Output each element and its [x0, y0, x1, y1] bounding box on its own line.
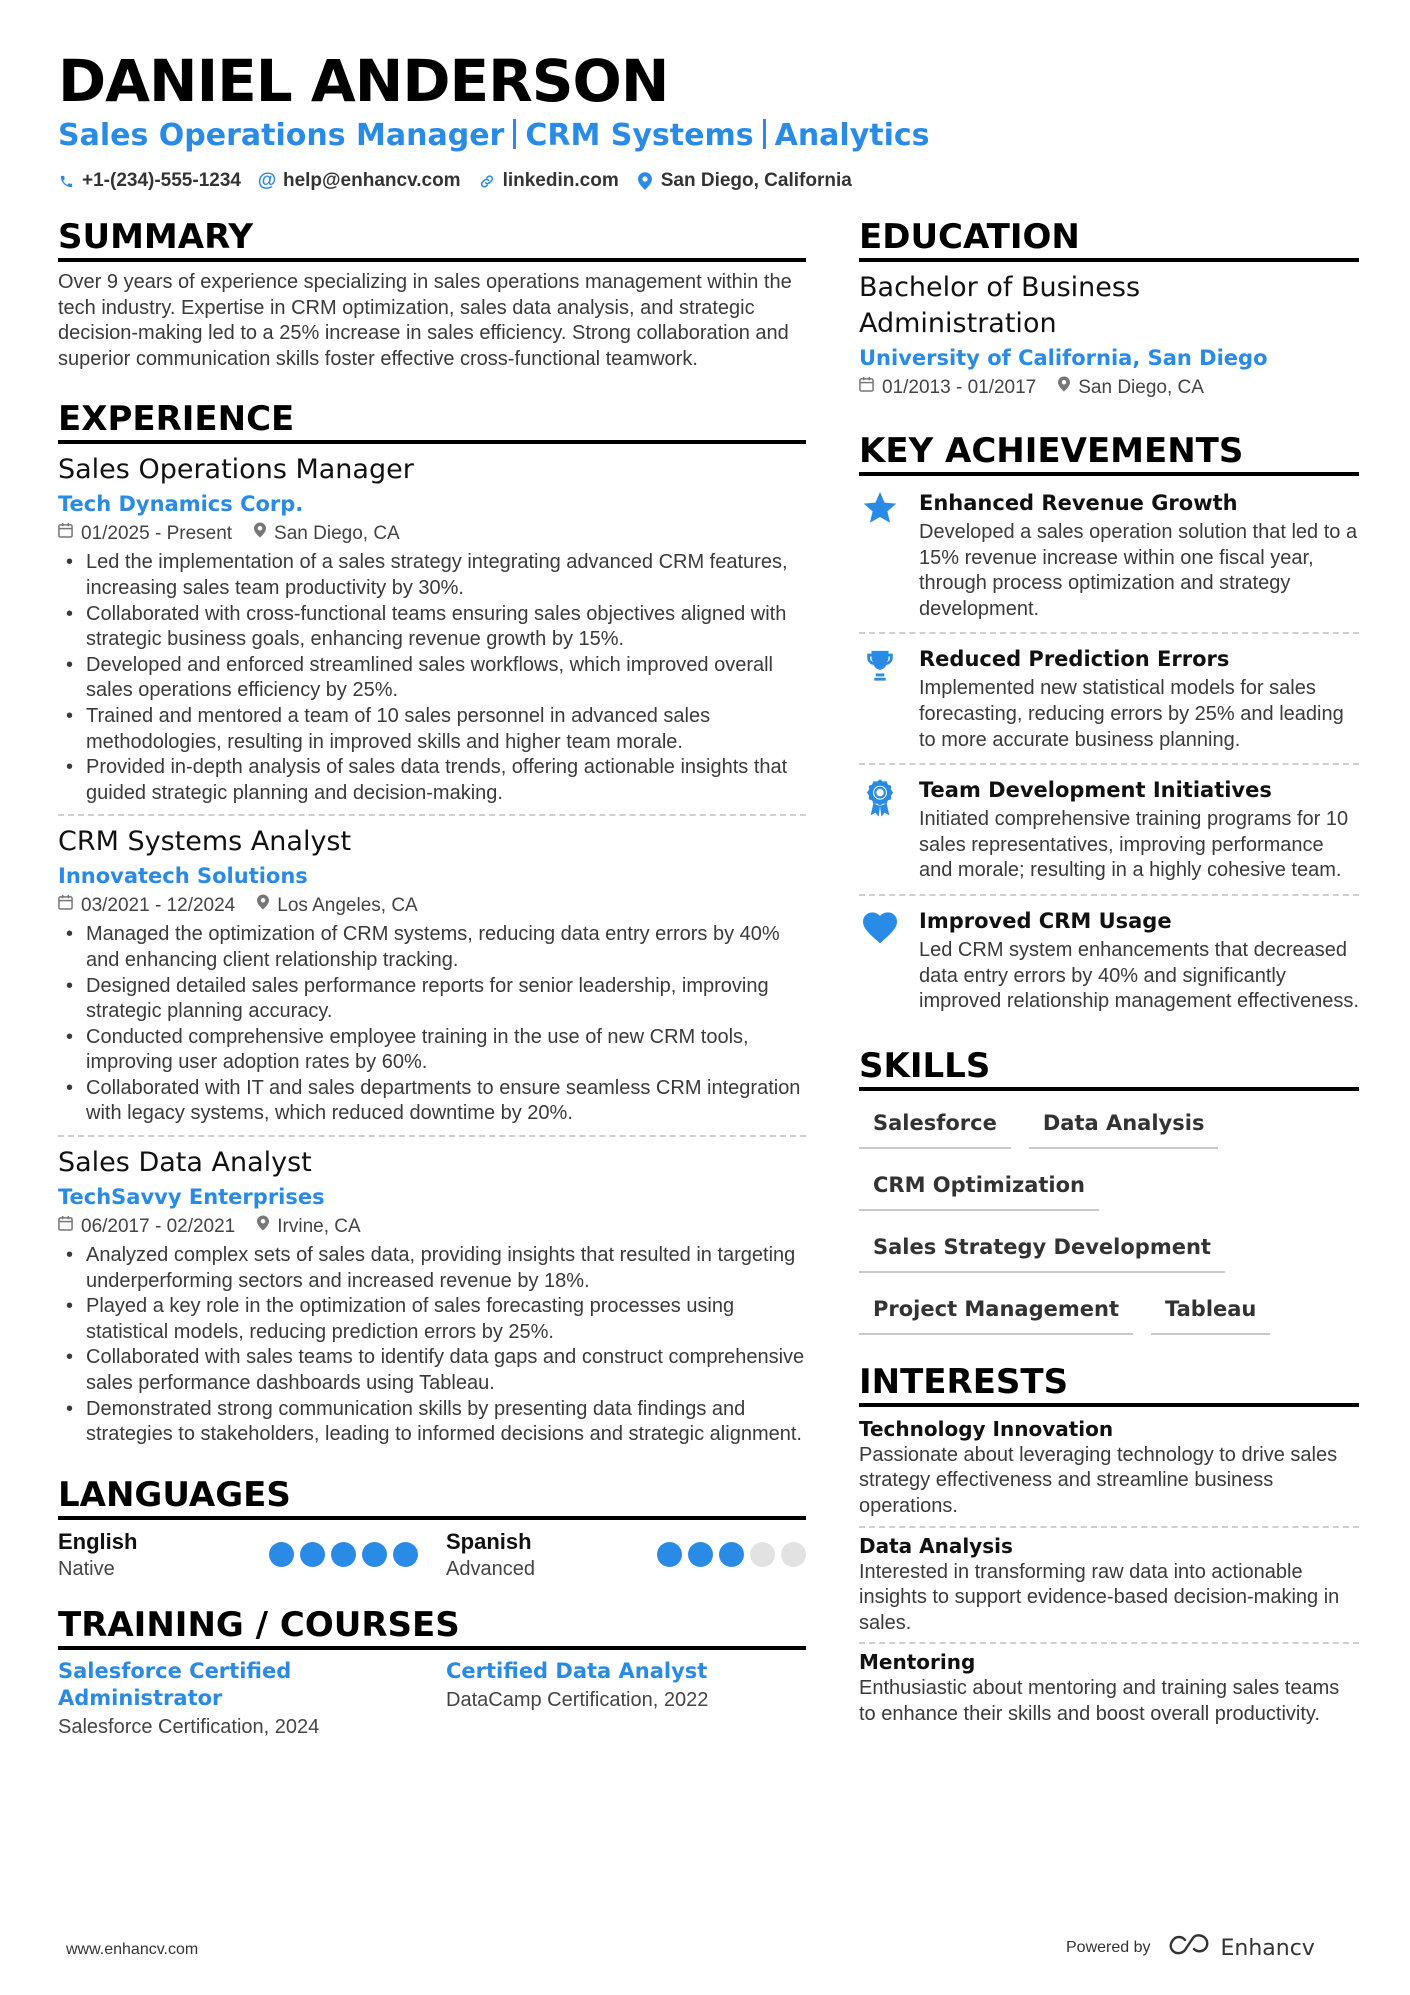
job-dates — [58, 520, 232, 548]
headline-title-1: Sales Operations Manager — [58, 118, 505, 153]
location-pin-icon — [637, 172, 653, 190]
contact-linkedin[interactable] — [479, 168, 619, 194]
award-ribbon-icon — [864, 779, 896, 884]
star-icon — [862, 492, 898, 622]
achievement-item — [859, 771, 1359, 892]
courses-list — [58, 1658, 806, 1742]
headline-separator — [513, 119, 516, 149]
job-location — [257, 1213, 360, 1241]
skill-tag: Project Management — [859, 1285, 1133, 1335]
training-section — [58, 1604, 806, 1742]
calendar-icon — [58, 1213, 73, 1241]
job-bullet: • Collaborated with cross-functional teams ensuring sales objectives aligned with strategic business goals, enhancing revenue growth by 15%. — [58, 602, 806, 653]
job-location-text: Irvine, CA — [277, 1216, 361, 1238]
skill-tag: Sales Strategy Development — [859, 1223, 1225, 1273]
education-dates-text: 01/2013 - 01/2017 — [882, 377, 1037, 398]
job-bullet: • Played a key role in the optimization of sales forecasting processes using statistical models, reducing prediction errors by 25%. — [58, 1294, 806, 1345]
brand-logo[interactable] — [1165, 1934, 1315, 1962]
skill-tag: Tableau — [1151, 1285, 1270, 1335]
course-org: Salesforce Certification, 2024 — [58, 1715, 320, 1738]
achievement-item — [859, 902, 1359, 1023]
calendar-icon — [58, 520, 73, 548]
job-location-text: Los Angeles, CA — [277, 895, 418, 917]
brand-name: Enhancv — [1220, 1935, 1315, 1961]
interest-desc: Interested in transforming raw data into actionable insights to support evidence-based decision-making in sales. — [859, 1560, 1340, 1634]
entry-divider — [58, 814, 806, 816]
phone-icon — [58, 172, 74, 190]
rating-dot-filled — [393, 1542, 418, 1567]
language-name: Spanish — [446, 1528, 532, 1554]
job-location-text: San Diego, CA — [274, 523, 400, 545]
experience-entry — [58, 452, 806, 806]
footer-website[interactable]: www.enhancv.com — [66, 1941, 199, 1958]
rating-dot-filled — [269, 1542, 294, 1567]
language-level: Advanced — [446, 1557, 535, 1580]
interest-item — [859, 1415, 1359, 1520]
job-bullets — [58, 1243, 806, 1448]
achievements-section — [859, 430, 1359, 1023]
skill-tag: Salesforce — [859, 1099, 1011, 1149]
right-column — [859, 216, 1359, 1727]
languages-section — [58, 1474, 806, 1582]
job-meta — [58, 892, 806, 920]
skill-tag: CRM Optimization — [859, 1161, 1099, 1211]
job-meta — [58, 520, 806, 548]
section-heading-languages: LANGUAGES — [58, 1474, 806, 1520]
job-bullet: • Trained and mentored a team of 10 sales personnel in advanced sales methodologies, resulting in improved skills and higher team morale. — [58, 704, 806, 755]
language-level: Native — [58, 1557, 115, 1580]
entry-divider — [58, 1135, 806, 1137]
language-item — [58, 1528, 418, 1582]
job-location — [254, 520, 400, 548]
phone-text: +1-(234)-555-1234 — [82, 170, 241, 191]
job-bullets — [58, 922, 806, 1127]
interest-item — [859, 1532, 1359, 1637]
language-item — [446, 1528, 806, 1582]
location-text: San Diego, California — [660, 170, 852, 191]
achievement-desc: Initiated comprehensive training programs for 10 sales representatives, improving performance and morale; resulting in a highly cohesive team. — [919, 808, 1349, 882]
job-bullet: • Analyzed complex sets of sales data, providing insights that resulted in targeting underperforming sectors and increased revenue by 18%. — [58, 1243, 806, 1294]
interest-desc: Passionate about leveraging technology to drive sales strategy effectiveness and streamline business operations. — [859, 1443, 1338, 1517]
summary-section — [58, 216, 806, 372]
headline — [58, 116, 930, 156]
trophy-icon — [863, 648, 897, 753]
interests-section — [859, 1361, 1359, 1728]
job-role: CRM Systems Analyst — [58, 826, 352, 858]
skill-tag: Data Analysis — [1029, 1099, 1219, 1149]
entry-divider — [859, 632, 1359, 634]
job-dates-text: 06/2017 - 02/2021 — [81, 1216, 236, 1238]
job-dates-text: 03/2021 - 12/2024 — [81, 895, 236, 917]
left-column — [58, 216, 806, 1742]
link-icon — [479, 172, 495, 190]
calendar-icon — [859, 374, 874, 402]
job-company: Innovatech Solutions — [58, 864, 308, 889]
experience-section — [58, 398, 806, 1447]
achievement-title: Enhanced Revenue Growth — [919, 491, 1238, 515]
section-heading-summary: SUMMARY — [58, 216, 806, 262]
section-heading-education: EDUCATION — [859, 216, 1359, 262]
location-pin-icon — [1058, 374, 1070, 402]
summary-text: Over 9 years of experience specializing in sales operations management within the tech industry. Expertise in CRM optimization, sales data analysis, and strategic decision-making led to a 25% increase in sales efficiency. Strong collaboration and superior communication skills foster effective cross-functional teamwork. — [58, 271, 792, 370]
achievement-title: Reduced Prediction Errors — [919, 647, 1230, 672]
education-dates — [859, 374, 1036, 402]
education-section — [859, 216, 1359, 402]
entry-divider — [859, 763, 1359, 765]
job-bullet: • Demonstrated strong communication skills by presenting data findings and strategies to stakeholders, leading to informed decisions and strategic alignment. — [58, 1397, 806, 1448]
achievement-desc: Implemented new statistical models for sales forecasting, reducing errors by 25% and leading to more accurate business planning. — [919, 677, 1344, 751]
language-name: English — [58, 1528, 138, 1554]
location-pin-icon — [254, 520, 266, 548]
section-heading-training: TRAINING / COURSES — [58, 1604, 806, 1650]
job-bullets — [58, 550, 806, 806]
powered-by-text: Powered by — [1066, 1939, 1151, 1956]
course-org: DataCamp Certification, 2022 — [446, 1688, 709, 1711]
achievement-title: Team Development Initiatives — [919, 778, 1272, 803]
degree: Bachelor of Business Administration — [859, 272, 1141, 339]
language-rating — [657, 1542, 806, 1567]
headline-title-2: CRM Systems — [525, 118, 754, 153]
rating-dot-filled — [362, 1542, 387, 1567]
job-bullet: • Led the implementation of a sales strategy integrating advanced CRM features, increasing sales team productivity by 30%. — [58, 550, 806, 601]
achievement-desc: Developed a sales operation solution that led to a 15% revenue increase within one fiscal year, through process optimization and strategy development. — [919, 521, 1358, 620]
achievement-title: Improved CRM Usage — [919, 908, 1172, 933]
job-meta — [58, 1213, 806, 1241]
rating-dot-filled — [688, 1542, 713, 1567]
calendar-icon — [58, 892, 73, 920]
rating-dot-empty — [781, 1542, 806, 1567]
contact-location — [637, 168, 852, 194]
job-bullet: • Managed the optimization of CRM systems, reducing data entry errors by 40% and enhancing client relationship tracking. — [58, 922, 806, 973]
location-pin-icon — [257, 892, 269, 920]
contact-email[interactable] — [259, 168, 461, 194]
experience-entry — [58, 1145, 806, 1448]
rating-dot-filled — [331, 1542, 356, 1567]
achievement-item — [859, 640, 1359, 761]
rating-dot-filled — [657, 1542, 682, 1567]
contact-phone[interactable] — [58, 168, 241, 194]
job-dates-text: 01/2025 - Present — [81, 523, 233, 545]
job-bullet: • Designed detailed sales performance reports for senior leadership, improving strategic planning accuracy. — [58, 974, 806, 1025]
linkedin-text: linkedin.com — [502, 170, 619, 191]
section-heading-experience: EXPERIENCE — [58, 398, 806, 444]
course-item — [58, 1658, 418, 1742]
school: University of California, San Diego — [859, 346, 1268, 370]
education-location-text: San Diego, CA — [1078, 377, 1204, 398]
job-bullet: • Collaborated with sales teams to identify data gaps and construct comprehensive sales performance dashboards using Tableau. — [58, 1345, 806, 1396]
email-text: help@enhancv.com — [282, 170, 461, 191]
achievement-item — [859, 484, 1359, 630]
job-dates — [58, 1213, 235, 1241]
job-role: Sales Operations Manager — [58, 454, 414, 486]
entry-divider — [859, 1642, 1359, 1644]
job-dates — [58, 892, 235, 920]
at-icon: @ — [257, 170, 277, 191]
section-heading-interests: INTERESTS — [859, 1361, 1359, 1407]
interest-desc: Enthusiastic about mentoring and training sales teams to enhance their skills and boost overall productivity. — [859, 1677, 1340, 1725]
headline-separator — [763, 119, 766, 149]
education-location — [1058, 374, 1204, 402]
job-bullet: • Conducted comprehensive employee training in the use of new CRM tools, improving user adoption rates by 60%. — [58, 1025, 806, 1076]
interest-title: Data Analysis — [859, 1533, 1013, 1558]
skills-section — [859, 1045, 1359, 1347]
achievement-desc: Led CRM system enhancements that decreased data entry errors by 40% and significantly improved relationship management effectiveness. — [919, 938, 1359, 1013]
language-rating — [269, 1542, 418, 1567]
education-meta — [859, 374, 1359, 402]
job-bullet: • Provided in-depth analysis of sales data trends, offering actionable insights that guided strategic planning and decision-making. — [58, 755, 806, 806]
interest-title: Mentoring — [859, 1650, 976, 1675]
entry-divider — [859, 894, 1359, 896]
section-heading-achievements: KEY ACHIEVEMENTS — [859, 430, 1359, 476]
job-bullet: • Developed and enforced streamlined sales workflows, which improved overall sales operations efficiency by 25%. — [58, 653, 806, 704]
headline-title-3: Analytics — [774, 118, 930, 153]
candidate-name: DANIEL ANDERSON — [58, 47, 669, 115]
heart-icon — [861, 910, 899, 1015]
enhancv-logo-icon — [1165, 1934, 1211, 1962]
job-company: TechSavvy Enterprises — [58, 1185, 325, 1210]
interest-item — [859, 1648, 1359, 1727]
skills-list — [859, 1099, 1359, 1347]
location-pin-icon — [257, 1213, 269, 1241]
languages-list — [58, 1528, 806, 1582]
job-role: Sales Data Analyst — [58, 1147, 312, 1179]
course-item — [446, 1658, 806, 1742]
footer-branding — [1066, 1934, 1315, 1962]
job-location — [257, 892, 417, 920]
interest-title: Technology Innovation — [859, 1416, 1114, 1441]
rating-dot-filled — [300, 1542, 325, 1567]
job-company: Tech Dynamics Corp. — [58, 492, 304, 517]
course-name: Salesforce Certified Administrator — [58, 1658, 292, 1710]
experience-entry — [58, 824, 806, 1127]
job-bullet: • Collaborated with IT and sales departments to ensure seamless CRM integration with legacy systems, which reduced downtime by 20%. — [58, 1076, 806, 1127]
rating-dot-filled — [719, 1542, 744, 1567]
rating-dot-empty — [750, 1542, 775, 1567]
section-heading-skills: SKILLS — [859, 1045, 1359, 1091]
entry-divider — [859, 1526, 1359, 1528]
contact-bar — [58, 168, 852, 194]
course-name: Certified Data Analyst — [446, 1658, 708, 1683]
